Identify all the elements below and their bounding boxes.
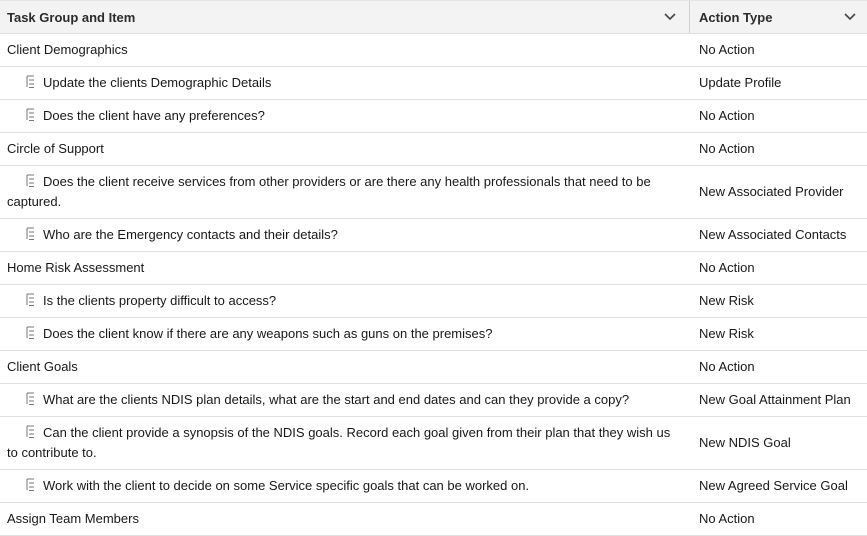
task-item-cell xyxy=(0,67,690,99)
table-row[interactable] xyxy=(0,34,867,67)
task-label: What are the clients NDIS plan details, what are the start and end dates and can they provide a copy? xyxy=(43,392,630,407)
tree-item-icon xyxy=(25,227,37,241)
task-label: Who are the Emergency contacts and their details? xyxy=(43,227,338,242)
table-row[interactable] xyxy=(0,470,867,503)
column-header-action-type[interactable] xyxy=(690,1,867,33)
task-group-cell xyxy=(0,503,690,535)
action-type-cell: New Associated Contacts xyxy=(699,227,847,242)
task-item-cell xyxy=(0,470,690,502)
table-row[interactable] xyxy=(0,417,867,470)
table-header xyxy=(0,0,867,34)
task-item-cell xyxy=(0,384,690,416)
table-row[interactable] xyxy=(0,384,867,417)
action-type-cell: No Action xyxy=(699,359,755,374)
task-item-cell xyxy=(0,166,690,218)
task-label: Does the client receive services from other providers or are there any health professionals that need to be captured. xyxy=(7,174,651,209)
task-item-cell xyxy=(0,318,690,350)
tree-item-icon xyxy=(25,478,37,492)
task-label: Home Risk Assessment xyxy=(7,260,145,275)
tree-item-icon xyxy=(25,326,37,340)
task-label: Client Demographics xyxy=(7,42,128,57)
action-type-cell: No Action xyxy=(699,260,755,275)
task-label: Circle of Support xyxy=(7,141,104,156)
tree-item-icon xyxy=(25,425,37,439)
action-type-cell: Update Profile xyxy=(699,75,782,90)
task-label: Does the client have any preferences? xyxy=(43,108,265,123)
task-label: Does the client know if there are any weapons such as guns on the premises? xyxy=(43,326,493,341)
table-row[interactable] xyxy=(0,503,867,536)
chevron-down-icon[interactable] xyxy=(663,10,677,24)
tree-item-icon xyxy=(25,108,37,122)
task-item-cell xyxy=(0,100,690,132)
action-type-cell: New Agreed Service Goal xyxy=(699,478,848,493)
table-row[interactable] xyxy=(0,67,867,100)
column-header-task-group-label: Task Group and Item xyxy=(7,9,136,25)
table-row[interactable] xyxy=(0,252,867,285)
task-item-cell xyxy=(0,285,690,317)
task-group-cell xyxy=(0,351,690,383)
column-header-action-type-label: Action Type xyxy=(699,9,773,25)
task-group-cell xyxy=(0,34,690,66)
action-type-cell: No Action xyxy=(699,42,755,57)
task-group-cell xyxy=(0,133,690,165)
task-group-cell xyxy=(0,252,690,284)
task-item-cell xyxy=(0,417,690,469)
action-type-cell: New Associated Provider xyxy=(699,184,844,199)
table-row[interactable] xyxy=(0,133,867,166)
task-label: Can the client provide a synopsis of the NDIS goals. Record each goal given from their plan that they wish us to contribute to. xyxy=(7,425,671,460)
action-type-cell: New Risk xyxy=(699,326,754,341)
action-type-cell: New NDIS Goal xyxy=(699,435,791,450)
table-row[interactable] xyxy=(0,219,867,252)
action-type-cell: New Risk xyxy=(699,293,754,308)
table-row[interactable] xyxy=(0,100,867,133)
action-type-cell: No Action xyxy=(699,108,755,123)
task-label: Work with the client to decide on some Service specific goals that can be worked on. xyxy=(43,478,530,493)
chevron-down-icon[interactable] xyxy=(843,10,857,24)
table-row[interactable] xyxy=(0,166,867,219)
table-row[interactable] xyxy=(0,285,867,318)
table-row[interactable] xyxy=(0,318,867,351)
task-label: Update the clients Demographic Details xyxy=(43,75,272,90)
table-row[interactable] xyxy=(0,351,867,384)
column-header-task-group[interactable] xyxy=(0,1,690,33)
tree-item-icon xyxy=(25,293,37,307)
tree-item-icon xyxy=(25,75,37,89)
table-body xyxy=(0,34,867,536)
action-type-cell: No Action xyxy=(699,141,755,156)
action-type-cell: No Action xyxy=(699,511,755,526)
task-label: Client Goals xyxy=(7,359,78,374)
tree-item-icon xyxy=(25,174,37,188)
task-label: Is the clients property difficult to access? xyxy=(43,293,277,308)
tree-item-icon xyxy=(25,392,37,406)
action-type-cell: New Goal Attainment Plan xyxy=(699,392,851,407)
task-label: Assign Team Members xyxy=(7,511,139,526)
task-item-cell xyxy=(0,219,690,251)
